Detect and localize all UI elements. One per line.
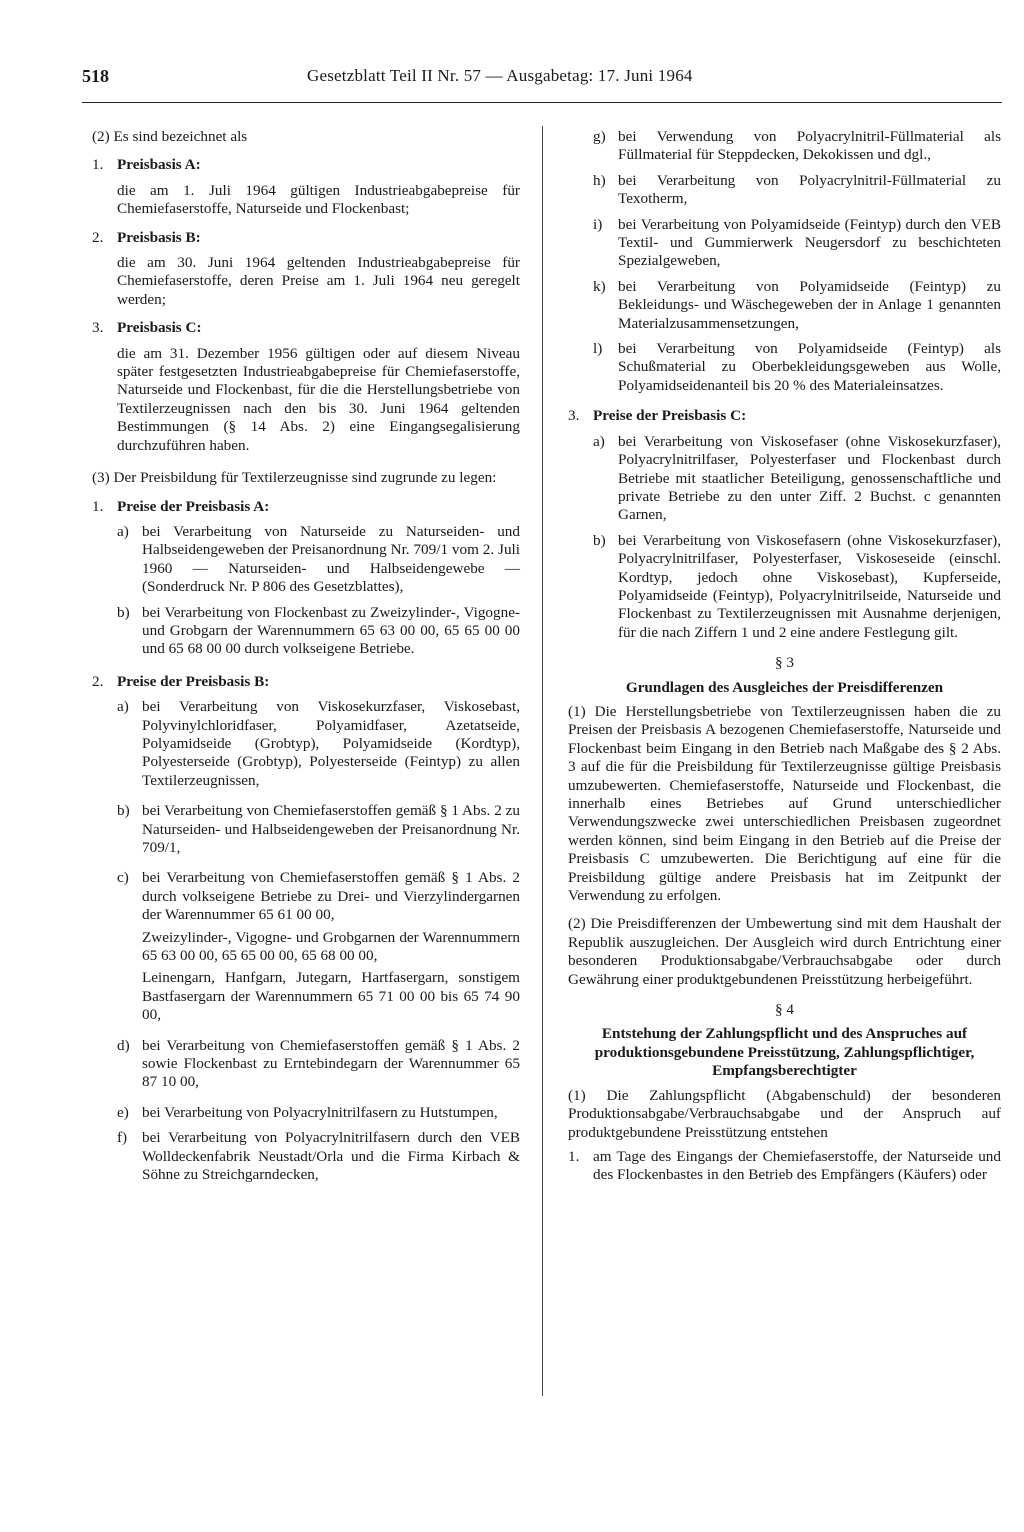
item-label: f): [117, 1129, 128, 1147]
group-heading: Preise der Preisbasis B:: [117, 672, 270, 690]
item-label: a): [593, 432, 605, 450]
list-item: [117, 1129, 520, 1184]
item-label: e): [117, 1103, 129, 1121]
column-divider: [542, 126, 543, 1396]
list-item: [593, 216, 1001, 271]
section-3-title: Grundlagen des Ausgleiches der Preisdifferenzen: [625, 678, 944, 696]
list-item: [117, 698, 520, 790]
page-number: 518: [82, 66, 109, 86]
item-text-continued: Leinengarn, Hanfgarn, Jutegarn, Hartfasergarn, sonstigem Bastfasergarn der Warennummern 65 71 00 00 bis 65 74 90 00,: [142, 969, 520, 1024]
item-label: d): [117, 1036, 130, 1054]
item-text-continued: Zweizylinder-, Vigogne- und Grobgarnen der Warennummern 65 63 00 00, 65 65 00 00, 65 68 00 00,: [142, 928, 520, 965]
group-heading: Preise der Preisbasis A:: [117, 497, 270, 515]
section-3-sign: § 3: [775, 654, 794, 672]
list-number: 1.: [92, 156, 104, 174]
definition-text: die am 1. Juli 1964 gültigen Industrieabgabepreise für Chemiefaserstoffe, Naturseide und Flockenbast;: [117, 181, 520, 218]
page-header: [82, 62, 1002, 103]
list-item: [593, 172, 1001, 209]
list-number: 1.: [92, 497, 104, 515]
list-item: [117, 802, 520, 857]
list-number: 2.: [92, 228, 104, 246]
section-3-paragraph-2: (2) Die Preisdifferenzen der Umbewertung sind mit dem Haushalt der Republik auszugleichen. Der Ausgleich wird durch Entrichtung einer besonderen Produktionsabgabe/Verbrauchsabgabe oder durch Gewährung einer produktgebundenen Preisstützung herbeigeführt.: [568, 915, 1001, 988]
item-text: bei Verarbeitung von Chemiefaserstoffen gemäß § 1 Abs. 2 sowie Flockenbast zu Erntebindegarn der Warennummer 65 87 10 00,: [142, 1036, 520, 1091]
definition-text: die am 31. Dezember 1956 gültigen oder auf diesem Niveau später festgesetzten Industrieabgabepreise für Chemiefaserstoffe, Naturseide und Flockenbast, für die die Herstellungsbetriebe von Textilerzeugnissen nach den bis 30. Juni 1964 geltenden Bestimmungen (§ 14 Abs. 2) eine Eingangsegalisierung durchzuführen haben.: [117, 344, 520, 454]
item-text: bei Verarbeitung von Chemiefaserstoffen gemäß § 1 Abs. 2 zu Naturseiden- und Halbseidengeweben der Preisanordnung Nr. 709/1,: [142, 802, 520, 856]
list-number: 3.: [568, 407, 580, 425]
section-4-paragraph-1: (1) Die Zahlungspflicht (Abgabenschuld) der besonderen Produktionsabgabe/Verbrauchsabgabe und der Anspruch auf produktgebundene Preisstützung entstehen: [568, 1086, 1001, 1141]
price-group-c: [568, 407, 1001, 642]
item-label: l): [593, 340, 603, 358]
item-label: b): [117, 802, 130, 820]
item-label: a): [117, 698, 129, 716]
list-item: [593, 278, 1001, 333]
list-item: [117, 523, 520, 597]
item-text: bei Verarbeitung von Viskosefaser (ohne Viskosekurzfaser), Polyacrylnitrilfaser, Polyesterfaser und Flockenbast durch Betriebe mit staatlicher Beteiligung, genossenschaftliche und private Betriebe zu den unter Ziff. 2 Buchst. c genannten Garnen,: [618, 432, 1001, 524]
list-item: [593, 340, 1001, 395]
item-label: a): [117, 522, 129, 540]
group-heading: Preise der Preisbasis C:: [593, 407, 747, 425]
item-label: k): [593, 277, 606, 295]
list-item: [117, 1104, 520, 1122]
section-4-sign: § 4: [775, 1001, 794, 1019]
paragraph-2-intro: (2) Es sind bezeichnet als: [92, 128, 248, 145]
item-label: 1.: [568, 1147, 580, 1165]
item-label: i): [593, 215, 603, 233]
definition-text: die am 30. Juni 1964 geltenden Industrieabgabepreise für Chemiefaserstoffe, deren Preise am 1. Juli 1964 neu geregelt werden;: [117, 254, 520, 308]
item-text: bei Verarbeitung von Viskosekurzfaser, Viskosebast, Polyvinylchloridfaser, Polyamidfaser, Azetatseide, Polyamidseide (Grobtyp), Polyamidseide (Kordtyp), Polyesterseide (Grobtyp), Polyesterseide (Feintyp) zu allen Textilerzeugnissen,: [142, 698, 520, 789]
definition-heading: Preisbasis C:: [117, 319, 202, 337]
item-label: b): [593, 531, 606, 549]
definition-item: [92, 229, 520, 310]
list-item: [593, 128, 1001, 165]
item-text: bei Verarbeitung von Polyacrylnitrilfasern durch den VEB Wolldeckenfabrik Neustadt/Orla und die Firma Kirbach & Söhne zu Streichgarndecken,: [142, 1129, 520, 1184]
item-label: h): [593, 171, 606, 189]
left-column: [92, 128, 520, 1195]
section-3-paragraph-1: (1) Die Herstellungsbetriebe von Textilerzeugnissen haben die zu Preisen der Preisbasis A bezogenen Chemiefaserstoffe, Naturseide und Flockenbast beim Eingang in den Betrieb nach Maßgabe des § 2 Abs. 3 auf die für die Preisbildung für Textilerzeugnisse gültige Preisbasis umzubewerten. Chemiefaserstoffe, Naturseide und Flockenbast, die innerhalb eines Betriebes auf Grund unterschiedlicher Verwendungszwecke zwei unterschiedlichen Preisbasen zugeordnet werden können, sind beim Eingang in den Betrieb auf die Preise der Preisbasis C umzubewerten. Die Berichtigung auf eine für die Preisbildung gültige andere Preisbasis hat im Zeitpunkt der Verwendung zu erfolgen.: [568, 702, 1001, 905]
definition-item: [92, 319, 520, 455]
item-text: bei Verarbeitung von Polyacrylnitrilfasern zu Hutstumpen,: [142, 1103, 498, 1121]
item-text: bei Verarbeitung von Polyamidseide (Feintyp) als Schußmaterial zu Oberbekleidungsgeweben aus Wolle, Polyamidseidenanteil bis 20 % des Materialeinsatzes.: [618, 340, 1001, 394]
item-label: g): [593, 128, 606, 145]
price-group-b: [92, 673, 520, 1185]
item-text: bei Verarbeitung von Polyamidseide (Feintyp) zu Bekleidungs- und Wäschegeweben der in Anlage 1 genannten Materialzusammensetzungen,: [618, 277, 1001, 332]
header-title: Gesetzblatt Teil II Nr. 57 — Ausgabetag: 17. Juni 1964: [307, 66, 693, 85]
item-text: bei Verarbeitung von Polyamidseide (Feintyp) durch den VEB Textil- und Gummierwerk Neugersdorf zu beschichteten Spezialgeweben,: [618, 215, 1001, 270]
item-text: bei Verarbeitung von Viskosefasern (ohne Viskosekurzfaser), Polyacrylnitrilfaser, Polyesterfaser, Viskoseseide (einschl. Kordtyp, jedoch ohne Viskosebast), Kupferseide, Polyamidseide (Feintyp), Polyacrylnitrilseide, Naturseide und Flockenbast zu Textilerzeugnissen mit Ausnahme derjenigen, für die nach Ziffern 1 und 2 eine andere Festlegung gilt.: [618, 531, 1001, 641]
list-item: [593, 433, 1001, 525]
item-label: c): [117, 869, 129, 887]
price-group-a: [92, 498, 520, 659]
list-item: [593, 532, 1001, 642]
list-item: [568, 1148, 1001, 1185]
item-text: bei Verarbeitung von Chemiefaserstoffen gemäß § 1 Abs. 2 durch volkseigene Betriebe zu Drei- und Vierzylindergarnen der Warennummer 65 61 00 00,: [142, 869, 520, 924]
paragraph-3-intro: (3) Der Preisbildung für Textilerzeugnisse sind zugrunde zu legen:: [92, 469, 497, 487]
right-column: [568, 128, 1001, 1192]
list-number: 2.: [92, 672, 104, 690]
definition-heading: Preisbasis A:: [117, 156, 201, 174]
list-number: 3.: [92, 319, 104, 337]
item-text: bei Verarbeitung von Naturseide zu Naturseiden- und Halbseidengeweben der Preisanordnung Nr. 709/1 vom 2. Juli 1960 — Naturseiden- und Halbseidengewebe — (Sonderdruck Nr. P 806 des Gesetzblattes),: [142, 522, 520, 596]
item-text: bei Verarbeitung von Flockenbast zu Zweizylinder-, Vigogne- und Grobgarn der Warennummern 65 63 00 00, 65 65 00 00 und 65 68 00 00 durch volkseigene Betriebe.: [142, 603, 520, 658]
section-4-title: Entstehung der Zahlungspflicht und des Anspruches auf produktionsgebundene Preisstützung, Zahlungspflichtiger, Empfangsberechtigter: [594, 1025, 975, 1080]
list-item: [117, 1037, 520, 1092]
item-text: am Tage des Eingangs der Chemiefaserstoffe, der Naturseide und des Flockenbastes in den Betrieb des Empfängers (Käufers) oder: [593, 1147, 1001, 1184]
list-item: [117, 869, 520, 1024]
definition-heading: Preisbasis B:: [117, 228, 201, 246]
price-group-b-continued: [568, 128, 1001, 395]
list-item: [117, 604, 520, 659]
item-text: bei Verarbeitung von Polyacrylnitril-Füllmaterial zu Texotherm,: [618, 171, 1001, 208]
item-text: bei Verwendung von Polyacrylnitril-Füllmaterial als Füllmaterial für Steppdecken, Dekokissen und dgl.,: [618, 128, 1001, 164]
item-label: b): [117, 603, 130, 621]
definition-item: [92, 156, 520, 218]
